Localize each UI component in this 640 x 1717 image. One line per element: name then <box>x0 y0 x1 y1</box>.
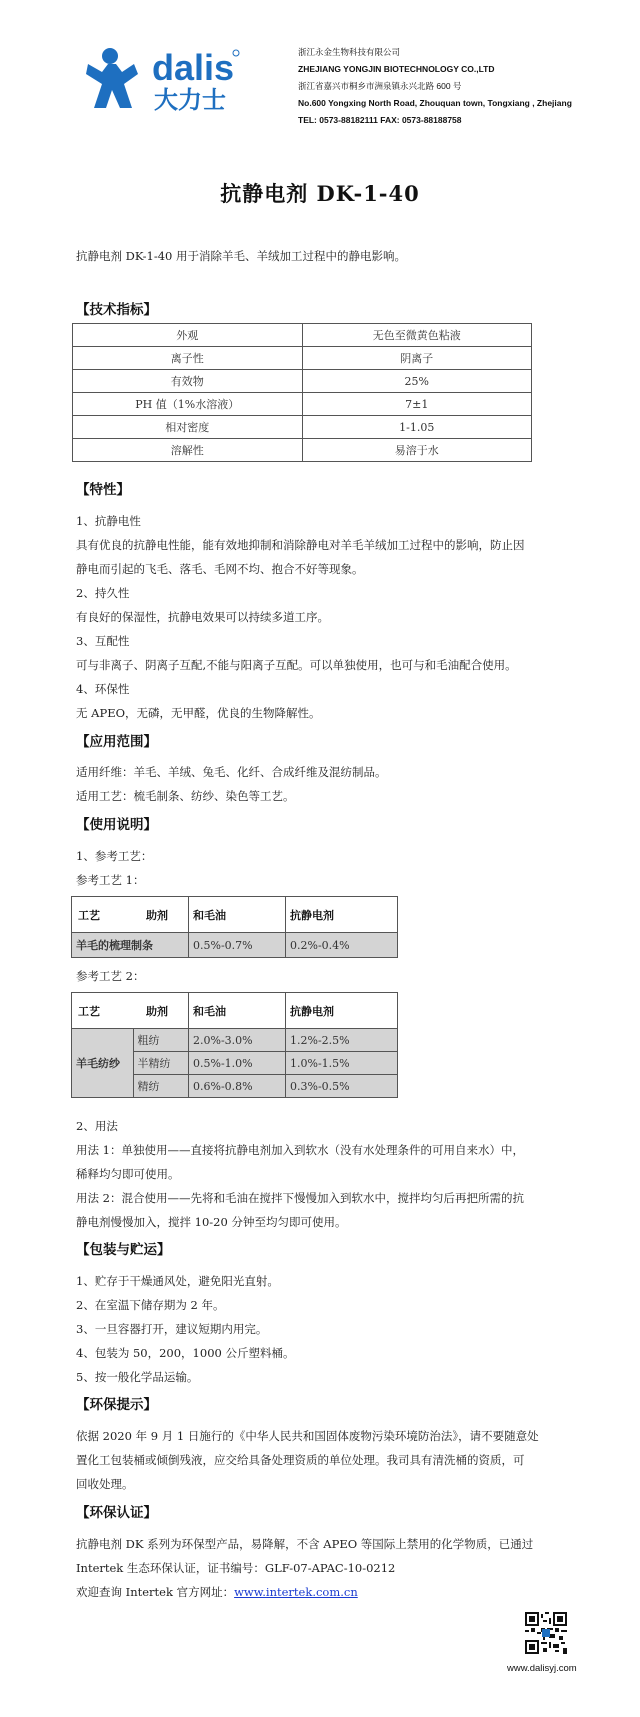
application-heading: 【应用范围】 <box>76 734 157 750</box>
ref-title: 1、参考工艺： <box>76 849 153 863</box>
feature-line: 可与非离子、阴离子互配,不能与阳离子互配。可以单独使用，也可与和毛油配合使用。 <box>76 658 517 672</box>
features-heading: 【特性】 <box>76 482 130 498</box>
svg-text:大力士: 大力士 <box>154 86 226 112</box>
env-cert-line: Intertek 生态环保认证，证书编号：GLF-07-APAC-10-0212 <box>76 1561 396 1575</box>
application-line: 适用纤维：羊毛、羊绒、兔毛、化纤、合成纤维及混纺制品。 <box>76 765 387 779</box>
storage-line: 3、一旦容器打开，建议短期内用完。 <box>76 1322 268 1336</box>
env-cert-query <box>76 1584 358 1600</box>
table-row: 外观 无色至微黄色粘液 <box>73 324 532 347</box>
process-table-1 <box>71 896 398 958</box>
storage-line: 2、在室温下储存期为 2 年。 <box>76 1298 225 1312</box>
env-tips-heading: 【环保提示】 <box>76 1397 157 1413</box>
intertek-link[interactable]: www.intertek.com.cn <box>234 1585 358 1599</box>
svg-text:dalis: dalis <box>152 47 235 88</box>
method-line: 稀释均匀即可使用。 <box>76 1167 180 1181</box>
feature-line: 具有优良的抗静电性能，能有效地抑制和消除静电对羊毛羊绒加工过程中的影响，防止因 <box>76 538 525 552</box>
ref-1-label: 参考工艺 1： <box>76 873 145 887</box>
feature-line: 4、环保性 <box>76 682 130 696</box>
feature-line: 3、互配性 <box>76 634 130 648</box>
tech-heading: 【技术指标】 <box>76 302 157 318</box>
table-row: 半精纺 0.5%-1.0% 1.0%-1.5% <box>72 1052 398 1075</box>
method-title: 2、用法 <box>76 1119 118 1133</box>
dalis-logo <box>80 44 270 112</box>
website-url: www.dalisyj.com <box>507 1663 577 1674</box>
storage-line: 5、按一般化学品运输。 <box>76 1370 199 1384</box>
table-row: 有效物 25% <box>73 370 532 393</box>
feature-line: 有良好的保湿性，抗静电效果可以持续多道工序。 <box>76 610 329 624</box>
feature-line: 静电而引起的飞毛、落毛、毛网不均、抱合不好等现象。 <box>76 562 364 576</box>
document-title: 抗静电剂 DK-1-40 <box>220 181 420 206</box>
usage-heading: 【使用说明】 <box>76 817 157 833</box>
table-row: PH 值（1%水溶液） 7±1 <box>73 393 532 416</box>
table-row: 相对密度 1-1.05 <box>73 416 532 439</box>
env-tips-line: 回收处理。 <box>76 1477 134 1491</box>
ref-2-label: 参考工艺 2： <box>76 969 145 983</box>
table-header-row: 工艺 助剂 和毛油 抗静电剂 <box>72 897 398 933</box>
table-row: 溶解性 易溶于水 <box>73 439 532 462</box>
company-name-cn: 浙江永金生物科技有限公司 <box>298 47 401 57</box>
env-tips-line: 依据 2020 年 9 月 1 日施行的《中华人民共和国固体废物污染环境防治法》，请不要随意处 <box>76 1429 539 1443</box>
table-row: 羊毛的梳理制条 0.5%-0.7% 0.2%-0.4% <box>72 933 398 958</box>
feature-line: 1、抗静电性 <box>76 514 141 528</box>
method-line: 静电剂慢慢加入，搅拌 10-20 分钟至均匀即可使用。 <box>76 1215 347 1229</box>
table-row: 精纺 0.6%-0.8% 0.3%-0.5% <box>72 1075 398 1098</box>
env-cert-heading: 【环保认证】 <box>76 1505 157 1521</box>
table-row: 羊毛纺纱 粗纺 2.0%-3.0% 1.2%-2.5% <box>72 1029 398 1052</box>
qr-code-icon <box>525 1612 567 1654</box>
table-row: 离子性 阴离子 <box>73 347 532 370</box>
table-header-row: 工艺 助剂 和毛油 抗静电剂 <box>72 993 398 1029</box>
query-prefix: 欢迎查询 Intertek 官方网址： <box>76 1585 235 1599</box>
method-line: 用法 1：单独使用——直接将抗静电剂加入到软水（没有水处理条件的可用自来水）中， <box>76 1143 524 1157</box>
storage-heading: 【包装与贮运】 <box>76 1242 171 1258</box>
address-en: No.600 Yongxing North Road, Zhouquan town, Tongxiang , Zhejiang <box>298 98 572 108</box>
feature-line: 无 APEO，无磷，无甲醛，优良的生物降解性。 <box>76 706 321 720</box>
env-cert-line: 抗静电剂 DK 系列为环保型产品，易降解，不含 APEO 等国际上禁用的化学物质，已通过 <box>76 1537 534 1551</box>
storage-line: 4、包装为 50，200，1000 公斤塑料桶。 <box>76 1346 295 1360</box>
intro-text: 抗静电剂 DK-1-40 用于消除羊毛、羊绒加工过程中的静电影响。 <box>76 249 407 263</box>
application-line: 适用工艺：梳毛制条、纺纱、染色等工艺。 <box>76 789 295 803</box>
spec-table <box>72 323 532 462</box>
storage-line: 1、贮存于干燥通风处，避免阳光直射。 <box>76 1274 279 1288</box>
feature-line: 2、持久性 <box>76 586 130 600</box>
env-tips-line: 置化工包装桶或倾倒残液，应交给具备处理资质的单位处理。我司具有清洗桶的资质，可 <box>76 1453 525 1467</box>
company-name-en: ZHEJIANG YONGJIN BIOTECHNOLOGY CO.,LTD <box>298 64 495 74</box>
company-info <box>298 44 572 129</box>
address-cn: 浙江省嘉兴市桐乡市洲泉镇永兴北路 600 号 <box>298 81 462 91</box>
method-line: 用法 2：混合使用——先将和毛油在搅拌下慢慢加入到软水中，搅拌均匀后再把所需的抗 <box>76 1191 524 1205</box>
process-table-2 <box>71 992 398 1098</box>
contact-info: TEL: 0573-88182111 FAX: 0573-88188758 <box>298 115 462 125</box>
